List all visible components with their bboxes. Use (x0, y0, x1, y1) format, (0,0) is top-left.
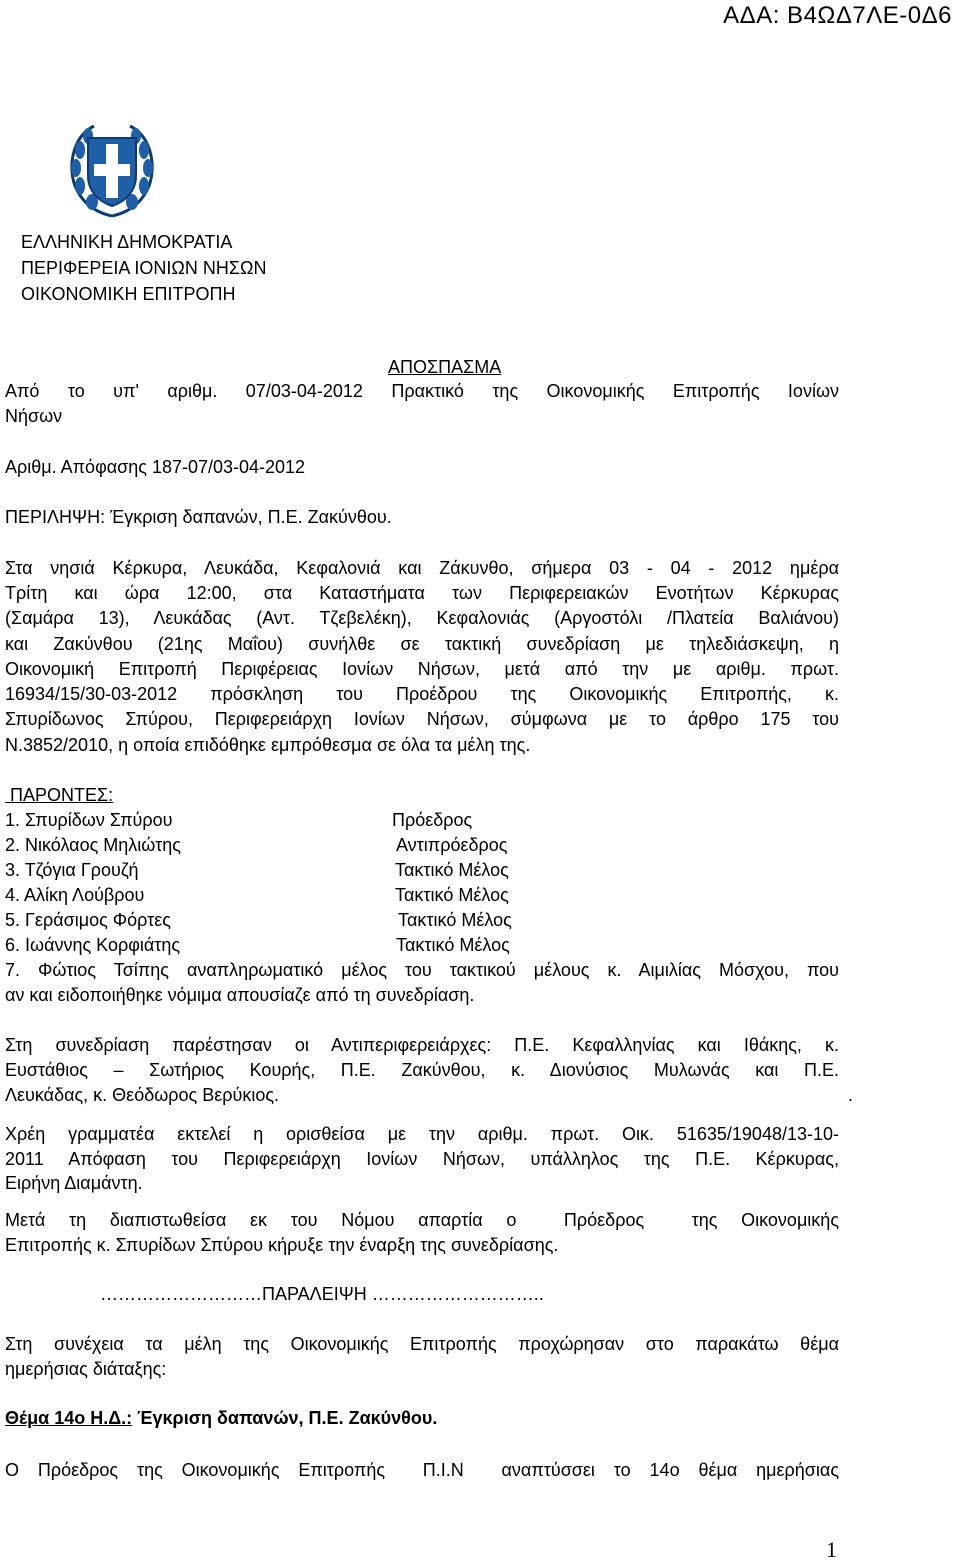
intro-line: 16934/15/30-03-2012 πρόσκληση του Προέδρου της Οικονομικής Επιτροπής, κ. (5, 684, 839, 704)
intro-line: Τρίτη και ώρα 12:00, στα Καταστήματα των Περιφερειακών Ενοτήτων Κέρκυρας (5, 583, 839, 603)
member-role: Τακτικό Μέλος (395, 885, 509, 905)
member-role: Τακτικό Μέλος (396, 935, 510, 955)
praktiko-line-2: Νήσων (5, 406, 63, 426)
header-country: ΕΛΛΗΝΙΚΗ ΔΗΜΟΚΡΑΤΙΑ (21, 232, 233, 252)
intro-line: (Σαμάρα 13), Λευκάδας (Αντ. Τζεβελέκη), Κεφαλονιάς (Αργοστόλι /Πλατεία Βαλιάνου) (5, 608, 839, 628)
intro-line: Οικονομική Επιτροπή Περιφέρειας Ιονίων Νήσων, μετά από την με αριθμ. πρωτ. (5, 659, 839, 679)
diapistosi-line: Μετά τη διαπιστωθείσα εκ του Νόμου απαρτία ο Πρόεδρος της Οικονομικής (5, 1210, 839, 1230)
antiperifereiarxes-line: Ευστάθιος – Σωτήριος Κουρής, Π.Ε. Ζακύνθου, κ. Διονύσιος Μυλωνάς και Π.Ε. (5, 1060, 839, 1080)
thema-label: Θέμα 14ο Η.Δ.: (5, 1408, 133, 1428)
header-region: ΠΕΡΙΦΕΡΕΙΑ ΙΟΝΙΩΝ ΝΗΣΩΝ (21, 258, 267, 278)
last-line: Ο Πρόεδρος της Οικονομικής Επιτροπής Π.Ι.Ν αναπτύσσει το 14ο θέμα ημερήσιας (5, 1460, 839, 1480)
apospasma-title: ΑΠΟΣΠΑΣΜΑ (388, 357, 502, 377)
intro-line: Στα νησιά Κέρκυρα, Λευκάδα, Κεφαλονιά και Ζάκυνθο, σήμερα 03 - 04 - 2012 ημέρα (5, 558, 839, 578)
thema-text: Έγκριση δαπανών, Π.Ε. Ζακύνθου. (132, 1408, 438, 1428)
paraleipsi: ………………………ΠΑΡΑΛΕΙΨΗ ……………………….. (100, 1284, 544, 1304)
member-name: 6. Ιωάννης Κορφιάτης (5, 935, 181, 955)
member-name: 4. Αλίκη Λούβρου (5, 885, 145, 905)
greek-coat-of-arms-icon (66, 120, 158, 220)
member-7-line: 7. Φώτιος Τσίπης αναπληρωματικό μέλος του τακτικού μέλους κ. Αιμιλίας Μόσχου, που (5, 960, 839, 980)
intro-line: Ν.3852/2010, η οποία επιδόθηκε εμπρόθεσμα σε όλα τα μέλη της. (5, 735, 531, 755)
member-name: 3. Τζόγια Γρουζή (5, 860, 139, 880)
ada-code: ΑΔΑ: Β4ΩΔ7ΛΕ-0Δ6 (723, 2, 952, 29)
synexeia-line: ημερήσιας διάταξης: (5, 1359, 167, 1379)
member-role: Τακτικό Μέλος (398, 910, 512, 930)
stray-dot: . (848, 1085, 854, 1105)
member-name: 1. Σπυρίδων Σπύρου (5, 810, 173, 830)
member-role: Πρόεδρος (392, 810, 473, 830)
member-7-line: αν και ειδοποιήθηκε νόμιμα απουσίαζε από τη συνεδρίαση. (5, 985, 475, 1005)
diapistosi-line: Επιτροπής κ. Σπυρίδων Σπύρου κήρυξε την έναρξη της συνεδρίασης. (5, 1235, 559, 1255)
grammateas-line: Ειρήνη Διαμάντη. (5, 1173, 143, 1193)
perilipsi: ΠΕΡΙΛΗΨΗ: Έγκριση δαπανών, Π.Ε. Ζακύνθου. (5, 507, 392, 527)
praktiko-line-1: Από το υπ' αριθμ. 07/03-04-2012 Πρακτικό της Οικονομικής Επιτροπής Ιονίων (5, 381, 839, 401)
synexeia-line: Στη συνέχεια τα μέλη της Οικονομικής Επιτροπής προχώρησαν στο παρακάτω θέμα (5, 1334, 839, 1354)
grammateas-line: Χρέη γραμματέα εκτελεί η ορισθείσα με την αριθμ. πρωτ. Οικ. 51635/19048/13-10- (5, 1124, 839, 1144)
page-number: 1 (826, 1537, 837, 1562)
member-role: Τακτικό Μέλος (395, 860, 509, 880)
antiperifereiarxes-line: Λευκάδας, κ. Θεόδωρος Βερύκιος. (5, 1085, 280, 1105)
parontes-label: ΠΑΡΟΝΤΕΣ: (5, 785, 114, 805)
header-committee: ΟΙΚΟΝΟΜΙΚΗ ΕΠΙΤΡΟΠΗ (21, 284, 236, 304)
apofasi-number: Αριθμ. Απόφασης 187-07/03-04-2012 (5, 457, 306, 477)
member-name: 2. Νικόλαος Μηλιώτης (5, 835, 181, 855)
member-role: Αντιπρόεδρος (396, 835, 508, 855)
intro-line: και Ζακύνθου (21ης Μαΐου) συνήλθε σε τακτική συνεδρίαση με τηλεδιάσκεψη, η (5, 634, 839, 654)
grammateas-line: 2011 Απόφαση του Περιφερειάρχη Ιονίων Νήσων, υπάλληλος της Π.Ε. Κέρκυρας, (5, 1149, 839, 1169)
intro-line: Σπυρίδωνος Σπύρου, Περιφερειάρχη Ιονίων Νήσων, σύμφωνα με το άρθρο 175 του (5, 709, 839, 729)
antiperifereiarxes-line: Στη συνεδρίαση παρέστησαν οι Αντιπεριφερειάρχες: Π.Ε. Κεφαλληνίας και Ιθάκης, κ. (5, 1035, 839, 1055)
member-name: 5. Γεράσιμος Φόρτες (5, 910, 171, 930)
thema-heading (5, 1406, 437, 1431)
